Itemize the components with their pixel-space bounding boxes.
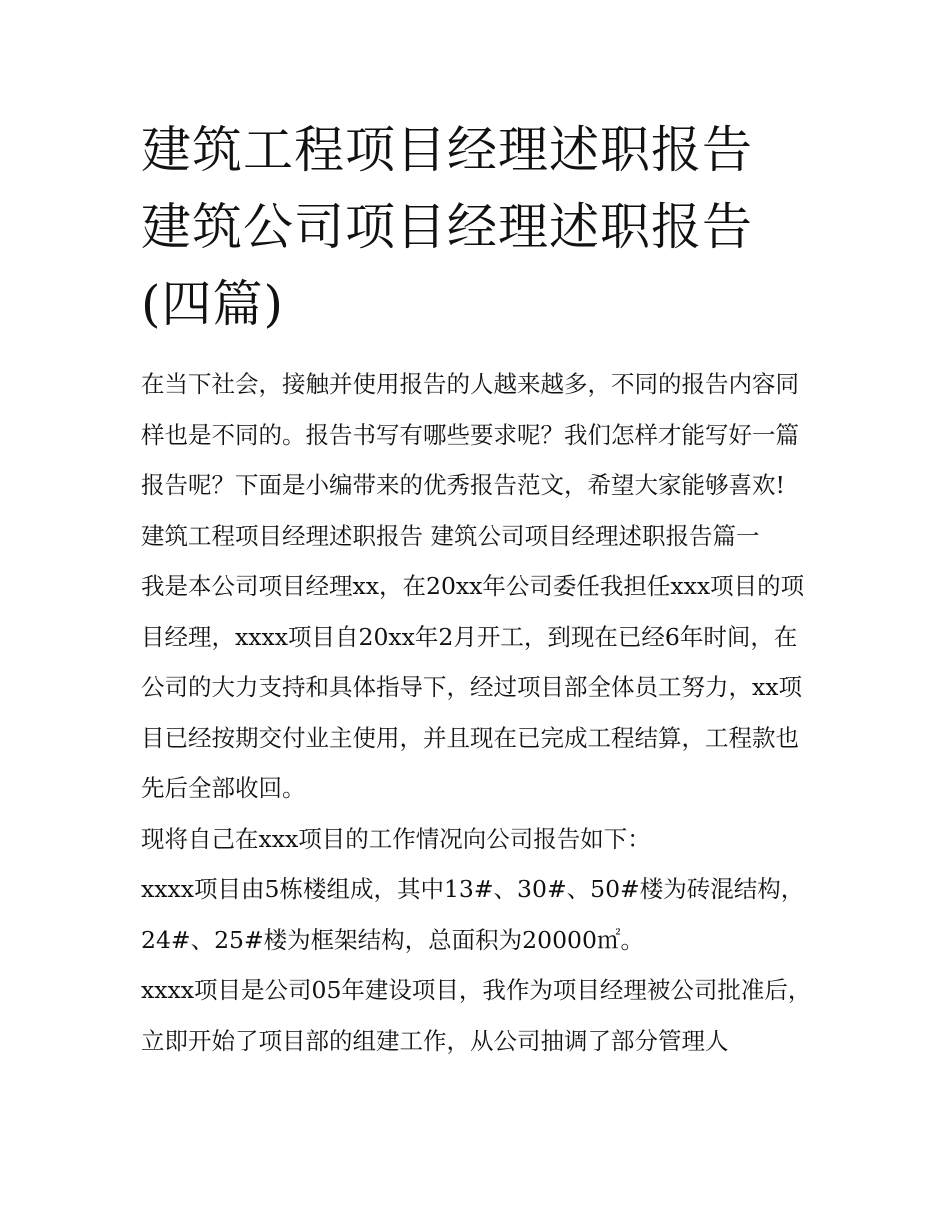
paragraph-report-lead: 现将自己在xxx项目的工作情况向公司报告如下： (141, 824, 651, 853)
paragraph-project-composition: xxxx项目由5栋楼组成，其中13#、30#、50#楼为砖混结构，24#、25#楼为框架结构，总面积为20000㎡。 (141, 875, 805, 954)
paragraph-project-start: xxxx项目是公司05年建设项目，我作为项目经理被公司批准后，立即开始了项目部的组建工作，从公司抽调了部分管理人 (141, 976, 812, 1055)
document-body (141, 359, 813, 1066)
document-page (141, 112, 813, 1066)
paragraph-intro: 在当下社会，接触并使用报告的人越来越多，不同的报告内容同样也是不同的。报告书写有哪些要求呢？我们怎样才能写好一篇报告呢？下面是小编带来的优秀报告范文，希望大家能够喜欢! (141, 370, 799, 499)
paragraph-self-introduction: 我是本公司项目经理xx，在20xx年公司委任我担任xxx项目的项目经理，xxxx项目自20xx年2月开工，到现在已经6年时间，在公司的大力支持和具体指导下，经过项目部全体员工努力，xx项目已经按期交付业主使用，并且现在已完成工程结算，工程款也先后全部收回。 (141, 572, 805, 802)
document-title: 建筑工程项目经理述职报告 建筑公司项目经理述职报告(四篇) (141, 121, 753, 333)
paragraph-section-heading: 建筑工程项目经理述职报告 建筑公司项目经理述职报告篇一 (141, 521, 760, 550)
